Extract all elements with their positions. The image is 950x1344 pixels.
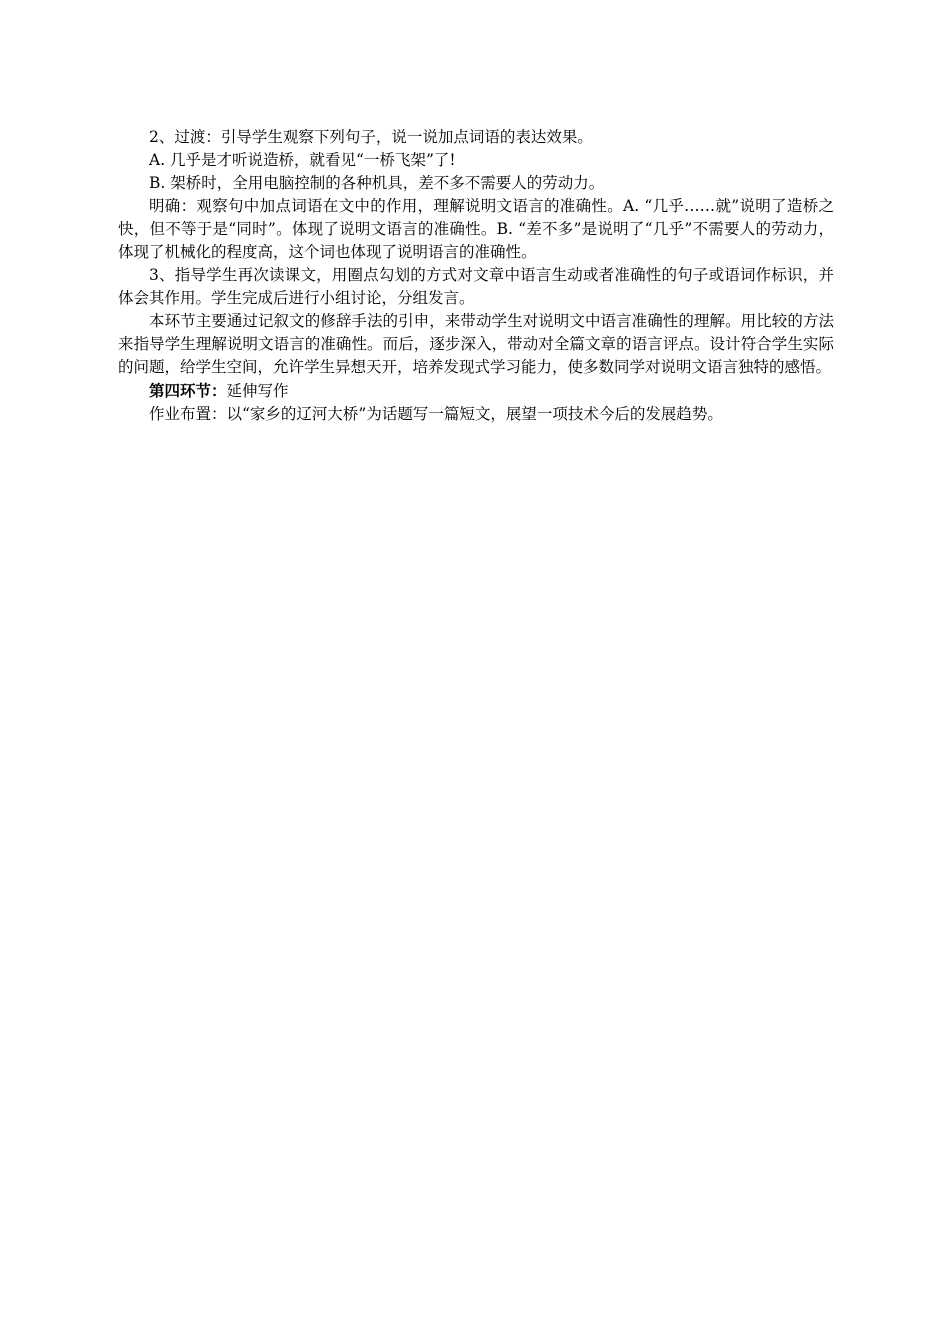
paragraph-clarification: 明确：观察句中加点词语在文中的作用，理解说明文语言的准确性。A. “几乎……就”说明了造桥之快，但不等于是“同时”。体现了说明文语言的准确性。B. “差不多”是说明了“几乎”不需要人的劳动力，体现了机械化的程度高，这个词也体现了说明语言的准确性。 [118,197,834,261]
paragraph-homework: 作业布置：以“家乡的辽河大桥”为话题写一篇短文，展望一项技术今后的发展趋势。 [149,405,723,423]
paragraph-example-a: A. 几乎是才听说造桥，就看见“一桥飞架”了! [149,151,456,169]
section-title: 延伸写作 [226,382,289,400]
paragraph-example-b: B. 架桥时，全用电脑控制的各种机具，差不多不需要人的劳动力。 [149,174,605,192]
section-heading: 第四环节： [149,381,227,400]
paragraph-section-summary: 本环节主要通过记叙文的修辞手法的引申，来带动学生对说明文中语言准确性的理解。用比较的方法来指导学生理解说明文语言的准确性。而后，逐步深入，带动对全篇文章的语言评点。设计符合学生实际的问题，给学生空间，允许学生异想天开，培养发现式学习能力，使多数同学对说明文语言独特的感悟。 [118,312,834,376]
paragraph-reading-guidance: 3、指导学生再次读课文，用圈点勾划的方式对文章中语言生动或者准确性的句子或语词作标识，并体会其作用。学生完成后进行小组讨论，分组发言。 [118,266,834,307]
paragraph-transition: 2、过渡：引导学生观察下列句子，说一说加点词语的表达效果。 [149,128,593,146]
document-body [118,126,834,426]
section-heading-line [118,379,834,403]
